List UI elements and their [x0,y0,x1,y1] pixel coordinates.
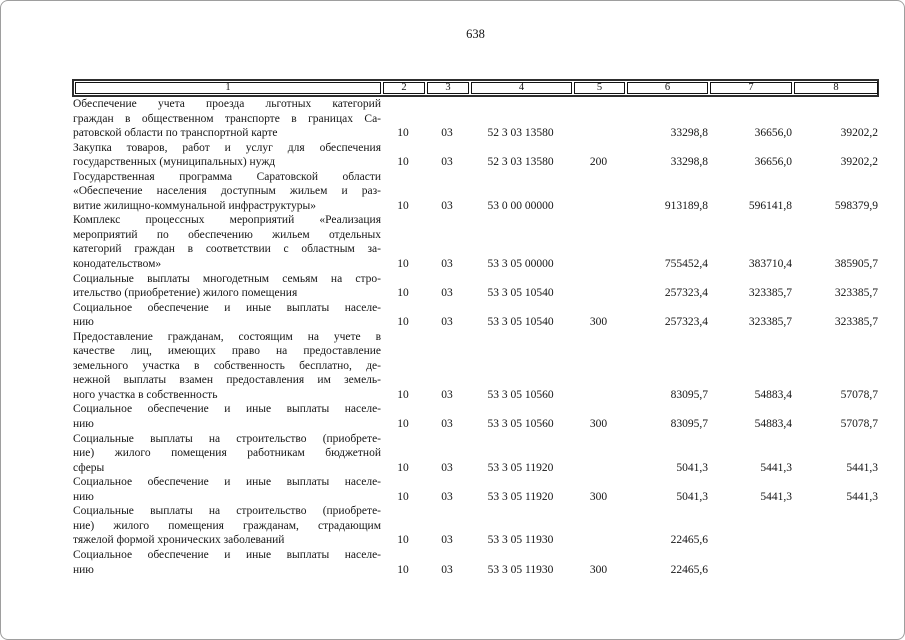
cell-razdel: 10 [397,388,409,401]
expense-name-line: ительство (приобретение) жилого помещения [73,287,298,300]
header-cell: 6 [627,82,708,94]
cell-podrazdel: 03 [441,563,453,576]
cell-amount-year3 [792,548,878,577]
cell-target-code: 53 3 05 11920 [487,461,554,474]
cell-expense-type: 300 [589,490,608,503]
expense-name-line: витие жилищно-коммунальной инфраструктуры» [73,199,316,212]
table-row [73,548,878,577]
cell-razdel: 10 [397,418,409,431]
cell-podrazdel: 03 [441,127,453,140]
cell-amount-year3: 385905,7 [834,258,878,271]
cell-amount-year3: 5441,3 [846,461,878,474]
cell-amount-year1: 5041,3 [676,490,708,503]
cell-podrazdel: 03 [441,316,453,329]
expense-name-line: ние) жилого помещения гражданам, страдающим [73,519,381,532]
table-row [73,301,878,330]
cell-amount-year1: 83095,7 [670,388,708,401]
cell-expense-type: 300 [589,418,608,431]
cell-amount-year3: 598379,9 [834,199,878,212]
expense-name-line: Социальные выплаты на строительство (приобрете- [73,432,381,445]
table-row [73,330,878,403]
cell-target-code: 53 3 05 10540 [487,287,554,300]
cell-amount-year2: 36656,0 [754,127,792,140]
expense-name-line: Социальные выплаты многодетным семьям на стро- [73,272,381,285]
expense-name-line: граждан в общественном транспорте в границах Са- [73,112,381,125]
cell-expense-type: 200 [589,156,608,169]
header-cell-wrap [793,81,879,95]
cell-amount-year3: 39202,2 [840,127,878,140]
cell-amount-year1: 33298,8 [670,127,708,140]
cell-amount-year1: 755452,4 [664,258,708,271]
cell-amount-year2: 54883,4 [754,388,792,401]
cell-amount-year3 [792,504,878,548]
cell-expense-type [572,170,625,214]
cell-target-code: 52 3 03 13580 [487,127,554,140]
cell-podrazdel: 03 [441,199,453,212]
expense-name-line: нию [73,490,94,503]
cell-target-code: 53 3 05 11930 [487,534,554,547]
cell-razdel: 10 [397,563,409,576]
cell-expense-name [73,548,381,577]
cell-expense-name [73,330,381,403]
expense-name-line: Социальное обеспечение и иные выплаты населе- [73,403,381,416]
cell-expense-name [73,301,381,330]
header-cell: 3 [427,82,469,94]
cell-expense-name [73,141,381,170]
cell-razdel: 10 [397,258,409,271]
cell-amount-year2: 323385,7 [748,287,792,300]
cell-podrazdel: 03 [441,156,453,169]
cell-podrazdel: 03 [441,490,453,503]
table-row [73,141,878,170]
header-cell-wrap [382,81,426,95]
header-cell-wrap [74,81,382,95]
header-cell: 7 [710,82,792,94]
cell-amount-year3: 323385,7 [834,287,878,300]
expense-name-line: конодательством» [73,258,162,271]
cell-expense-type [572,330,625,403]
cell-amount-year2: 323385,7 [748,316,792,329]
cell-expense-name [73,97,381,141]
expense-name-line: ного участка в собственность [73,388,218,401]
expense-name-line: нию [73,316,94,329]
expense-name-line: Социальное обеспечение и иные выплаты населе- [73,548,381,561]
expense-name-line: ние) жилого помещения работникам бюджетной [73,447,381,460]
header-cell-wrap [573,81,626,95]
expense-name-line: Социальные выплаты на строительство (приобрете- [73,505,381,518]
expense-name-line: Комплекс процессных мероприятий «Реализация [73,214,381,227]
cell-amount-year2: 5441,3 [760,490,792,503]
cell-amount-year2: 5441,3 [760,461,792,474]
cell-expense-type [572,504,625,548]
cell-razdel: 10 [397,156,409,169]
cell-amount-year2: 54883,4 [754,418,792,431]
cell-amount-year2 [708,504,792,548]
cell-expense-name [73,475,381,504]
cell-podrazdel: 03 [441,258,453,271]
cell-expense-name [73,213,381,271]
expense-name-line: нию [73,418,94,431]
expense-name-line: Обеспечение учета проезда льготных категорий [73,98,381,110]
cell-target-code: 53 3 05 10560 [487,388,554,401]
expense-name-line: Социальное обеспечение и иные выплаты населе- [73,476,381,489]
cell-podrazdel: 03 [441,287,453,300]
expense-name-line: нежной выплаты взамен предоставления им земель- [73,374,381,387]
cell-expense-type [572,432,625,476]
header-cell-wrap [470,81,573,95]
cell-podrazdel: 03 [441,418,453,431]
budget-table [73,97,878,577]
cell-expense-type: 300 [589,563,608,576]
cell-amount-year1: 22465,6 [670,563,708,576]
cell-razdel: 10 [397,287,409,300]
cell-amount-year3: 39202,2 [840,156,878,169]
cell-amount-year3: 323385,7 [834,316,878,329]
header-cell-wrap [426,81,470,95]
expense-name-line: сферы [73,461,105,474]
cell-target-code: 53 3 05 10540 [487,316,554,329]
cell-amount-year3: 57078,7 [840,388,878,401]
cell-razdel: 10 [397,199,409,212]
table-row [73,272,878,301]
expense-name-line: мероприятий по обеспечению жильем отдельных [73,228,381,241]
header-cell: 2 [383,82,425,94]
table-row [73,170,878,214]
cell-expense-type [572,213,625,271]
cell-podrazdel: 03 [441,461,453,474]
cell-razdel: 10 [397,461,409,474]
table-row [73,432,878,476]
table-row [73,504,878,548]
expense-name-line: нию [73,563,94,576]
cell-podrazdel: 03 [441,534,453,547]
cell-razdel: 10 [397,534,409,547]
page-number: 638 [466,27,485,41]
table-row [73,97,878,141]
header-cell: 8 [794,82,878,94]
cell-razdel: 10 [397,316,409,329]
expense-name-line: Закупка товаров, работ и услуг для обеспечения [73,141,381,154]
table-row [73,213,878,271]
expense-name-line: качестве лиц, имеющих право на предоставление [73,345,381,358]
expense-name-line: государственных (муниципальных) нужд [73,156,276,169]
expense-name-line: тяжелой формой хронических заболеваний [73,534,285,547]
expense-name-line: Предоставление гражданам, состоящим на учете в [73,330,381,343]
cell-razdel: 10 [397,127,409,140]
cell-expense-name [73,402,381,431]
cell-amount-year1: 33298,8 [670,156,708,169]
cell-target-code: 53 0 00 00000 [487,199,554,212]
cell-expense-name [73,272,381,301]
cell-expense-type [572,97,625,141]
expense-name-line: Социальное обеспечение и иные выплаты населе- [73,301,381,314]
cell-target-code: 53 3 05 10560 [487,418,554,431]
cell-amount-year1: 5041,3 [676,461,708,474]
cell-target-code: 53 3 05 11930 [487,563,554,576]
cell-amount-year2: 383710,4 [748,258,792,271]
cell-amount-year3: 57078,7 [840,418,878,431]
table-row [73,402,878,431]
cell-target-code: 53 3 05 11920 [487,490,554,503]
header-cell-wrap [709,81,793,95]
cell-amount-year1: 257323,4 [664,287,708,300]
cell-expense-name [73,170,381,214]
cell-amount-year1: 913189,8 [664,199,708,212]
cell-target-code: 53 3 05 00000 [487,258,554,271]
cell-target-code: 52 3 03 13580 [487,156,554,169]
expense-name-line: «Обеспечение населения доступным жильем и раз- [73,185,381,198]
cell-expense-type: 300 [589,316,608,329]
cell-amount-year2: 36656,0 [754,156,792,169]
header-cell: 1 [75,82,381,94]
cell-amount-year2 [708,548,792,577]
cell-amount-year1: 83095,7 [670,418,708,431]
header-cell: 5 [574,82,625,94]
cell-podrazdel: 03 [441,388,453,401]
expense-name-line: категорий граждан в соответствии с областным за- [73,243,381,256]
cell-amount-year3: 5441,3 [846,490,878,503]
cell-amount-year1: 257323,4 [664,316,708,329]
cell-expense-type [572,272,625,301]
header-cell: 4 [471,82,572,94]
cell-amount-year1: 22465,6 [670,534,708,547]
expense-name-line: ратовской области по транспортной карте [73,127,278,140]
cell-expense-name [73,504,381,548]
expense-name-line: земельного участка в собственность бесплатно, де- [73,359,381,372]
cell-expense-name [73,432,381,476]
table-header-row [72,79,879,97]
header-cell-wrap [626,81,709,95]
cell-razdel: 10 [397,490,409,503]
table-row [73,475,878,504]
expense-name-line: Государственная программа Саратовской области [73,170,381,183]
cell-amount-year2: 596141,8 [748,199,792,212]
